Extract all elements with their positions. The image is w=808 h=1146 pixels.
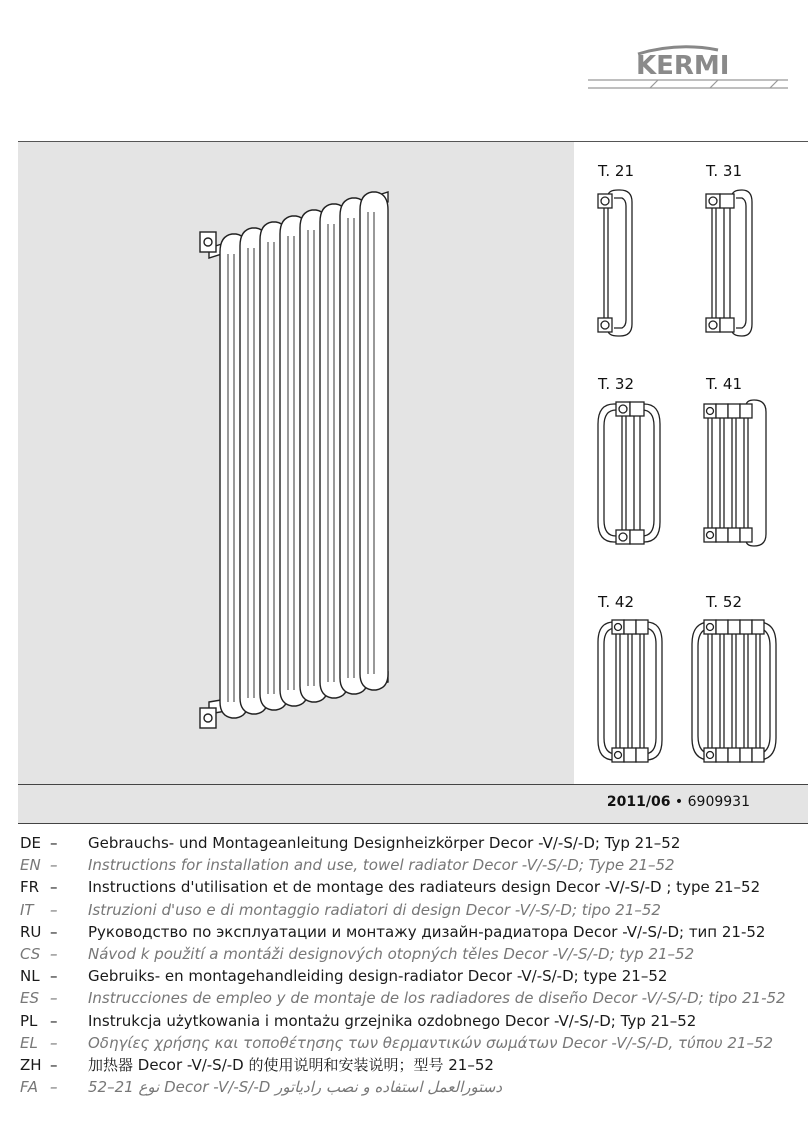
radiator-illustration: [18, 142, 574, 784]
lang-code: RU: [20, 922, 42, 941]
type-42-drawing: [594, 616, 666, 766]
separator: •: [674, 794, 684, 810]
dash: –: [50, 944, 58, 963]
lang-code: EL: [20, 1033, 38, 1052]
lang-code: ES: [20, 989, 39, 1008]
lang-text: Instrucciones de empleo y de montaje de los radiadores de diseño Decor -V/-S/-D; tipo 21-52: [88, 989, 786, 1008]
dash: –: [50, 989, 58, 1008]
type-32-drawing: [594, 398, 664, 548]
lang-item-zh: [20, 1054, 800, 1076]
lang-code: FA: [20, 1078, 39, 1097]
lang-code: NL: [20, 967, 40, 986]
dash: –: [50, 856, 58, 875]
lang-item-cs: [20, 943, 800, 965]
dash: –: [50, 1011, 58, 1030]
lang-item-es: [20, 987, 800, 1009]
type-52-drawing: [688, 616, 780, 766]
lang-text: Gebruiks- en montagehandleiding design-radiator Decor -V/-S/-D; type 21–52: [88, 967, 668, 986]
lang-item-nl: [20, 965, 800, 987]
dash: –: [50, 1078, 58, 1097]
document-number: 6909931: [687, 794, 750, 810]
type-label-41: T. 41: [706, 375, 743, 393]
lang-text: دستورالعمل استفاده و نصب رادیاتور Decor -V/-S/-D نوع 21–52: [88, 1078, 503, 1097]
lang-code: CS: [20, 944, 41, 963]
document-date: 2011/06: [606, 794, 671, 810]
lang-item-pl: [20, 1010, 800, 1032]
brand-name: KERMI: [636, 51, 730, 81]
type-41-drawing: [700, 398, 772, 548]
dash: –: [50, 1033, 58, 1052]
type-label-21: T. 21: [598, 162, 635, 180]
lang-text: Οδηγίες χρήσης και τοποθέτησης των θερμαντικών σωμάτων Decor -V/-S/-D, τύπου 21–52: [88, 1033, 774, 1052]
lang-text: Instrukcja użytkowania i montażu grzejnika ozdobnego Decor -V/-S/-D; Typ 21–52: [88, 1011, 697, 1030]
lang-text: Instructions for installation and use, towel radiator Decor -V/-S/-D; Type 21–52: [88, 856, 675, 875]
document-info-bar: [18, 784, 808, 824]
dash: –: [50, 900, 58, 919]
lang-item-fa: [20, 1076, 800, 1098]
lang-code: DE: [20, 834, 42, 852]
dash: –: [50, 878, 58, 897]
lang-item-en: [20, 854, 800, 876]
type-label-52: T. 52: [706, 593, 743, 611]
dash: –: [50, 967, 58, 986]
lang-text: Istruzioni d'uso e di montaggio radiatori di design Decor -V/-S/-D; tipo 21–52: [88, 900, 661, 919]
document-info: [607, 794, 750, 810]
type-21-drawing: [594, 188, 644, 338]
lang-text: Instructions d'utilisation et de montage des radiateurs design Decor -V/-S/-D ; type 21–52: [88, 878, 761, 897]
type-label-31: T. 31: [706, 162, 743, 180]
lang-code: PL: [20, 1011, 38, 1030]
kermi-logo: [588, 40, 788, 100]
lang-text: 加热器 Decor -V/-S/-D 的使用说明和安装说明；型号 21–52: [88, 1055, 494, 1074]
dash: –: [50, 834, 58, 852]
lang-item-de: [20, 832, 800, 854]
lang-code: FR: [20, 878, 40, 897]
radiator-illustration-panel: [18, 142, 574, 784]
type-31-drawing: [702, 188, 762, 338]
lang-code: EN: [20, 856, 41, 875]
lang-item-ru: [20, 921, 800, 943]
lang-text: Руководство по эксплуатации и монтажу дизайн-радиатора Decor -V/-S/-D; тип 21-52: [88, 922, 766, 941]
lang-text: Návod k použití a montáži designových otopných těles Decor -V/-S/-D; typ 21–52: [88, 944, 695, 963]
radiator-types-panel: [574, 142, 808, 784]
type-label-42: T. 42: [598, 593, 635, 611]
type-label-32: T. 32: [598, 375, 635, 393]
language-list: [20, 832, 800, 1098]
lang-text: Gebrauchs- und Montageanleitung Designheizkörper Decor -V/-S/-D; Typ 21–52: [88, 834, 681, 852]
lang-item-el: [20, 1032, 800, 1054]
dash: –: [50, 1055, 58, 1074]
lang-item-fr: [20, 876, 800, 898]
lang-item-it: [20, 899, 800, 921]
lang-code: ZH: [20, 1055, 42, 1074]
dash: –: [50, 922, 58, 941]
lang-code: IT: [20, 900, 34, 919]
